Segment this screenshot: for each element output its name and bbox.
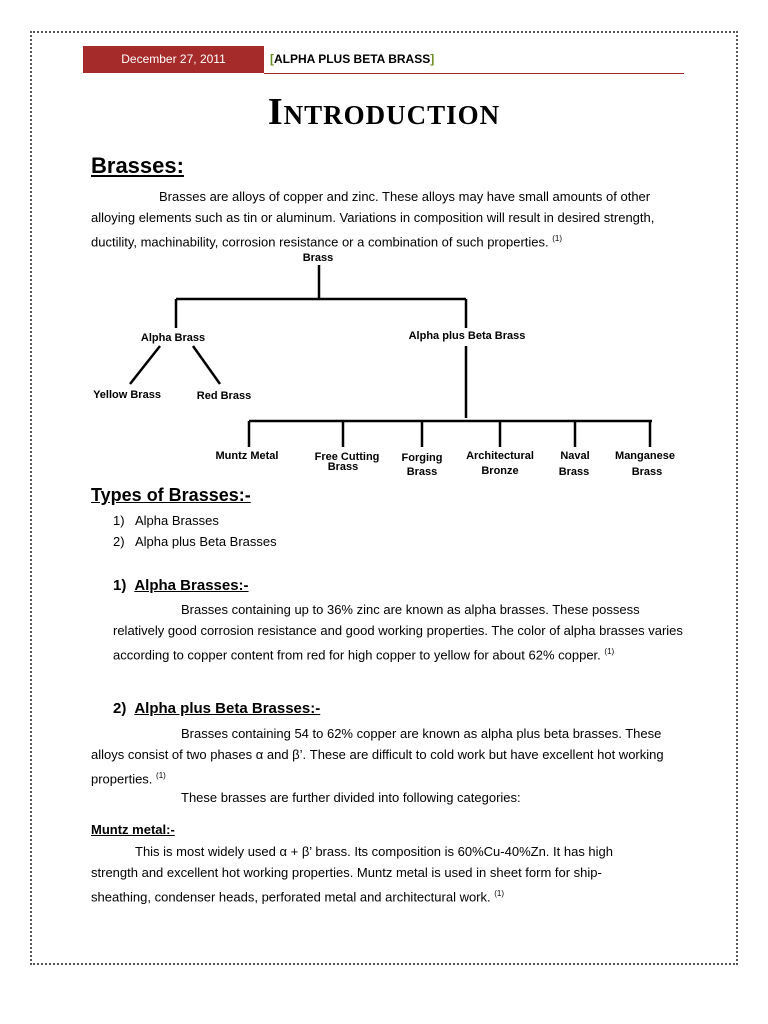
node-brass: Brass: [302, 252, 334, 264]
node-free-cutting-line2: Brass: [327, 461, 359, 473]
list-label: Alpha Brasses: [135, 513, 219, 528]
categories-intro: These brasses are further divided into following categories:: [181, 790, 521, 805]
brasses-paragraph-text: Brasses are alloys of copper and zinc. These alloys may have small amounts of other alloying elements such as tin or aluminum. Variations in composition will result in desired strength, ductility, machinability, corrosion resistance or a combination of such properties.: [91, 189, 655, 250]
node-forging-line2: Brass: [406, 466, 438, 478]
node-architectural-line1: Architectural: [466, 450, 534, 462]
brasses-heading: Brasses:: [91, 153, 184, 178]
muntz-metal-paragraph-text: This is most widely used α + β’ brass. Its composition is 60%Cu-40%Zn. It has high strength and excellent hot working properties. Muntz metal is used in sheet form for ship-sheathing, condenser heads, perforated metal and architectural work.: [91, 844, 614, 905]
types-heading: Types of Brasses:-: [91, 485, 251, 505]
types-list-item: [113, 534, 277, 549]
node-muntz-metal: Muntz Metal: [215, 450, 279, 462]
section-number: 1): [113, 577, 127, 594]
alpha-brasses-ref: (1): [604, 647, 615, 656]
muntz-metal-paragraph: [91, 841, 661, 907]
section-number: 2): [113, 700, 127, 717]
node-architectural-line2: Bronze: [481, 465, 519, 477]
connector-red: [193, 346, 220, 384]
alpha-beta-brasses-heading: [113, 700, 320, 717]
connector-yellow: [130, 346, 160, 384]
list-label: Alpha plus Beta Brasses: [135, 534, 277, 549]
alpha-beta-brasses-ref: (1): [156, 771, 166, 780]
node-naval-line2: Brass: [558, 466, 590, 478]
alpha-beta-brasses-paragraph-text: Brasses containing 54 to 62% copper are known as alpha plus beta brasses. These alloys consist of two phases α and β’. These are difficult to cold work but have excellent hot working properties.: [91, 726, 664, 787]
alpha-beta-brasses-paragraph: [91, 723, 681, 789]
header-title-text: ALPHA PLUS BETA BRASS: [274, 52, 431, 66]
alpha-brasses-paragraph-text: Brasses containing up to 36% zinc are known as alpha brasses. These possess relatively good corrosion resistance and good working properties. The color of alpha brasses varies according to copper content from red for high copper to yellow for about 62% copper.: [113, 602, 683, 663]
node-alpha-beta-brass: Alpha plus Beta Brass: [408, 330, 526, 342]
node-manganese-line1: Manganese: [615, 450, 675, 462]
header-date: December 27, 2011: [83, 46, 264, 73]
node-red-brass: Red Brass: [196, 390, 252, 402]
types-list-item: [113, 513, 219, 528]
list-number: 2): [113, 534, 125, 549]
muntz-metal-ref: (1): [494, 889, 505, 898]
node-forging-line1: Forging: [401, 452, 443, 464]
alpha-brasses-paragraph: [113, 599, 683, 665]
section-title: Alpha plus Beta Brasses:-: [134, 700, 321, 717]
list-number: 1): [113, 513, 125, 528]
node-free-cutting-line1: Free Cutting: [314, 451, 380, 463]
brasses-ref: (1): [552, 234, 563, 243]
alpha-brasses-heading: [113, 577, 249, 594]
node-yellow-brass: Yellow Brass: [93, 389, 161, 401]
header-bracket-open: [: [270, 52, 274, 66]
page-title: Introduction: [267, 91, 501, 133]
node-naval-line1: Naval: [560, 450, 590, 462]
node-alpha-brass: Alpha Brass: [140, 332, 206, 344]
header-bracket-close: ]: [430, 52, 435, 66]
node-manganese-line2: Brass: [631, 466, 663, 478]
section-title: Alpha Brasses:-: [134, 577, 249, 594]
muntz-metal-heading: Muntz metal:-: [91, 822, 175, 837]
